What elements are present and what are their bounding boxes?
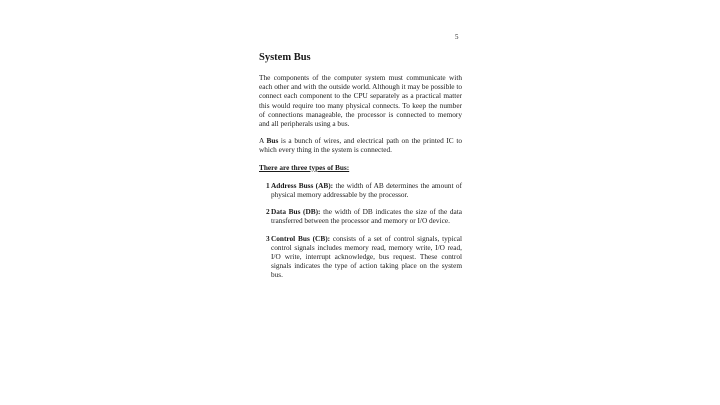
bus-type-number: 3 — [266, 233, 270, 243]
page-number: 5 — [455, 33, 459, 41]
bus-type-term: Control Bus (CB): — [271, 233, 331, 243]
bus-type-data — [259, 207, 462, 225]
bus-definition-paragraph — [259, 136, 462, 154]
bus-type-number: 1 — [266, 180, 270, 190]
bus-definition-rest: is a bunch of wires, and electrical path on the printed IC to which every thing in the system is connected. — [259, 136, 462, 155]
bus-type-number: 2 — [266, 207, 270, 217]
bus-type-description: the width of AB determines the amount of physical memory addressable by the processor. — [271, 180, 462, 200]
bus-types-list — [259, 181, 462, 280]
bus-type-term: Address Buss (AB): — [271, 180, 334, 190]
bus-type-address — [259, 181, 462, 199]
bus-type-description: the width of DB indicates the size of the data transferred between the processor and memory or I/O device. — [271, 207, 462, 226]
bus-type-term: Data Bus (DB): — [271, 207, 321, 217]
page-content — [259, 52, 462, 288]
bus-definition-prefix: A — [259, 136, 267, 146]
bus-type-control — [259, 234, 462, 280]
intro-paragraph: The components of the computer system must communicate with each other and with the outside world. Although it may be possible to connect each component to the CPU separately as a practical matter this would require too many physical connects. To keep the number of connections manageable, the processor is connected to memory and all peripherals using a bus. — [259, 73, 462, 129]
section-title: System Bus — [259, 52, 311, 63]
bus-types-heading: There are three types of Bus: — [259, 162, 350, 172]
bus-definition-term: Bus — [266, 136, 279, 146]
bus-type-description: consists of a set of control signals, typical control signals includes memory read, memory write, I/O read, I/O write, interrupt acknowledge, bus request. These control signals indicates the type of action taking place on the system bus. — [271, 233, 462, 280]
